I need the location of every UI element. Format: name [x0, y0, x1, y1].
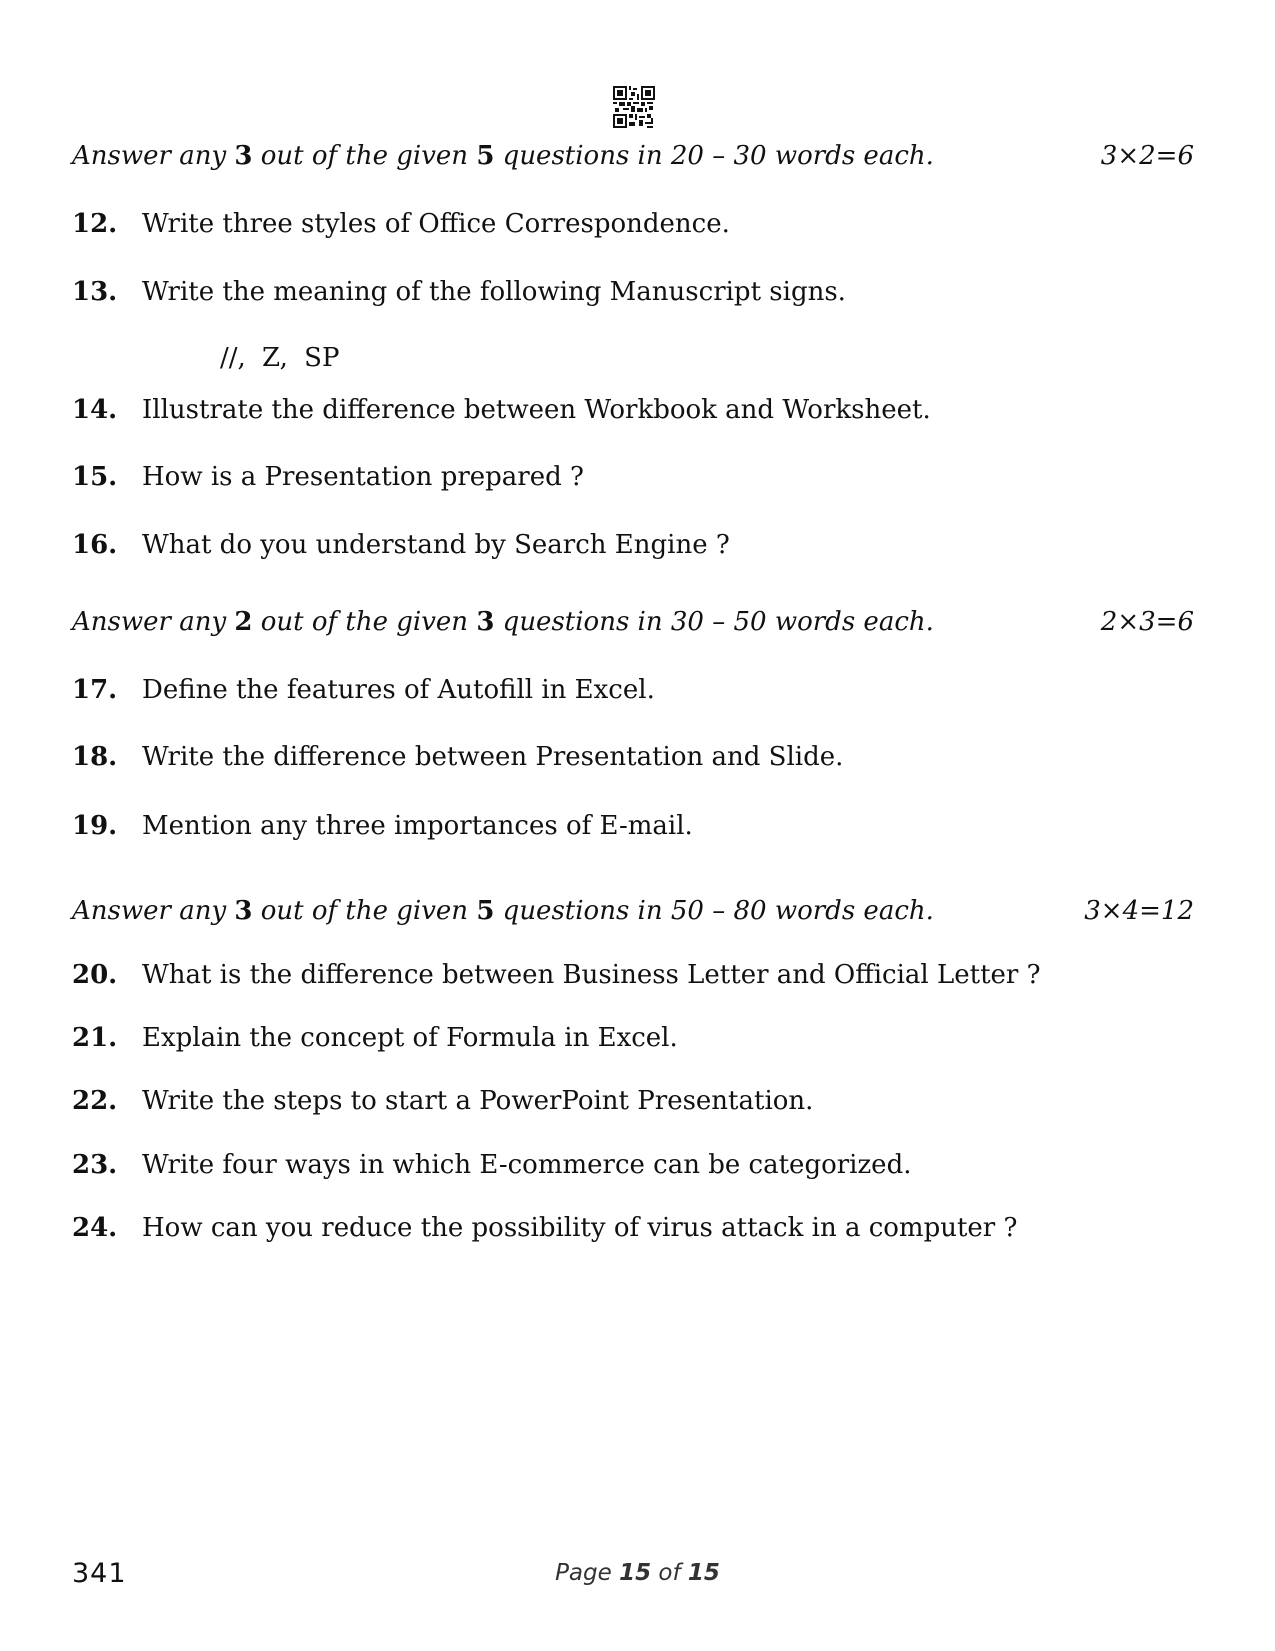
question-text: Write four ways in which E-commerce can be categorized.: [142, 1150, 912, 1180]
instruction-total: 5: [476, 896, 495, 926]
question-number: 21.: [72, 1023, 118, 1053]
question-item: [72, 1210, 1215, 1246]
question-text: Write three styles of Office Correspondence.: [142, 209, 730, 239]
question-text: Write the steps to start a PowerPoint Presentation.: [142, 1086, 814, 1116]
instruction-count: 2: [234, 607, 253, 637]
question-text: Illustrate the difference between Workbook and Worksheet.: [142, 395, 931, 425]
question-text: Explain the concept of Formula in Excel.: [142, 1023, 678, 1053]
question-number: 24.: [72, 1213, 118, 1243]
question-item: [72, 392, 1215, 428]
page-number: [0, 1560, 1275, 1586]
section-marks: 3×2=6: [1100, 141, 1194, 171]
instruction-total: 5: [476, 141, 495, 171]
section-marks: 3×4=12: [1084, 896, 1194, 926]
question-number: 12.: [72, 209, 118, 239]
manuscript-signs: //, Z, SP: [220, 343, 340, 373]
question-number: 22.: [72, 1086, 118, 1116]
instruction-total: 3: [476, 607, 495, 637]
question-text: What is the difference between Business Letter and Official Letter ?: [142, 960, 1041, 990]
question-text: Write the meaning of the following Manuscript signs.: [142, 277, 846, 307]
page-label: Page: [555, 1560, 620, 1586]
paper-code: 341: [72, 1558, 127, 1589]
question-number: 18.: [72, 742, 118, 772]
question-item: [72, 274, 1215, 310]
page-current: 15: [619, 1560, 652, 1586]
question-number: 15.: [72, 462, 118, 492]
instruction-text: Answer any: [72, 141, 235, 171]
instruction-text: questions in 20 – 30 words each.: [494, 141, 934, 171]
instruction-text: questions in 50 – 80 words each.: [494, 896, 934, 926]
section-instruction: [72, 893, 1194, 929]
page-of: of: [651, 1560, 688, 1586]
question-number: 17.: [72, 675, 118, 705]
qr-code-icon: [613, 86, 655, 128]
question-item: [72, 957, 1215, 993]
question-text: Mention any three importances of E-mail.: [142, 811, 693, 841]
question-item: [72, 206, 1215, 242]
section-instruction: [72, 138, 1194, 174]
question-item: [72, 808, 1215, 844]
question-text: What do you understand by Search Engine ?: [142, 530, 730, 560]
question-number: 14.: [72, 395, 118, 425]
question-item: [72, 1083, 1215, 1119]
question-item: [72, 1020, 1215, 1056]
question-item: [72, 1147, 1215, 1183]
question-number: 20.: [72, 960, 118, 990]
question-text: How is a Presentation prepared ?: [142, 462, 584, 492]
question-item: [72, 672, 1215, 708]
instruction-text: out of the given: [252, 141, 477, 171]
instruction-text: out of the given: [252, 607, 477, 637]
question-item: [72, 459, 1215, 495]
question-number: 16.: [72, 530, 118, 560]
question-item: [72, 527, 1215, 563]
question-text: Define the features of Autofill in Excel.: [142, 675, 655, 705]
question-item: [72, 739, 1215, 775]
instruction-text: Answer any: [72, 896, 235, 926]
page-total: 15: [687, 1560, 720, 1586]
section-marks: 2×3=6: [1100, 607, 1194, 637]
question-number: 19.: [72, 811, 118, 841]
question-text: Write the difference between Presentation and Slide.: [142, 742, 844, 772]
instruction-count: 3: [234, 896, 253, 926]
instruction-text: Answer any: [72, 607, 235, 637]
question-number: 13.: [72, 277, 118, 307]
question-number: 23.: [72, 1150, 118, 1180]
instruction-count: 3: [234, 141, 253, 171]
instruction-text: questions in 30 – 50 words each.: [494, 607, 934, 637]
question-text: How can you reduce the possibility of virus attack in a computer ?: [142, 1213, 1018, 1243]
section-instruction: [72, 604, 1194, 640]
instruction-text: out of the given: [252, 896, 477, 926]
